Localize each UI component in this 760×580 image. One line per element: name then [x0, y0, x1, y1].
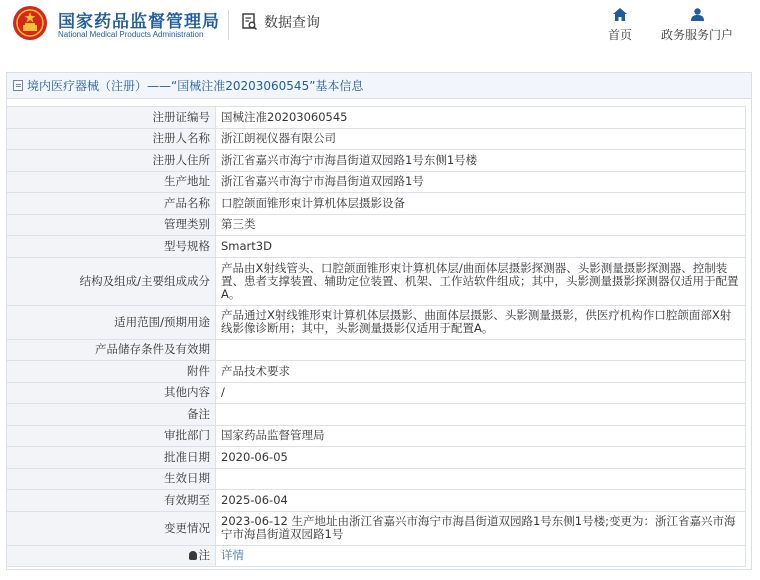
field-value: 2025-06-04	[216, 490, 746, 512]
field-label: 管理类别	[7, 214, 216, 236]
table-row	[7, 361, 746, 383]
field-value: 口腔颌面锥形束计算机体层摄影设备	[216, 193, 746, 215]
data-search-link[interactable]	[242, 12, 320, 32]
field-label: 审批部门	[7, 425, 216, 447]
nav-home[interactable]	[600, 8, 640, 43]
user-icon	[691, 8, 704, 21]
field-label-note	[7, 545, 216, 567]
field-label: 结构及组成/主要组成成分	[7, 257, 216, 305]
field-label: 其他内容	[7, 382, 216, 404]
nav-gov-portal[interactable]	[654, 8, 740, 43]
table-row	[7, 404, 746, 426]
field-value: 浙江朗视仪器有限公司	[216, 128, 746, 150]
field-label: 产品名称	[7, 193, 216, 215]
home-icon	[613, 8, 627, 21]
field-value	[216, 339, 746, 361]
field-label: 注册证编号	[7, 107, 216, 129]
site-title[interactable]: 国家药品监督管理局	[58, 12, 220, 32]
breadcrumb-text: 境内医疗器械（注册）——“国械注准20203060545”基本信息	[27, 79, 364, 93]
field-value	[216, 545, 746, 567]
data-search-icon	[242, 13, 258, 31]
table-row	[7, 382, 746, 404]
detail-table	[6, 106, 746, 567]
field-value	[216, 404, 746, 426]
field-value: 国家药品监督管理局	[216, 425, 746, 447]
header-divider	[228, 10, 229, 40]
table-row	[7, 305, 746, 339]
table-row	[7, 236, 746, 258]
site-header	[0, 0, 760, 56]
note-label: 注	[198, 548, 210, 563]
field-value: 产品技术要求	[216, 361, 746, 383]
table-row	[7, 107, 746, 129]
field-label: 生效日期	[7, 468, 216, 490]
field-label: 变更情况	[7, 511, 216, 545]
field-value: 浙江省嘉兴市海宁市海昌街道双园路1号东侧1号楼	[216, 150, 746, 172]
data-search-label: 数据查询	[264, 15, 320, 31]
breadcrumb	[7, 73, 751, 99]
field-value: 产品由X射线管头、口腔颌面锥形束计算机体层/曲面体层摄影探测器、头影测量摄影探测器、控制装置、患者支撑装置、辅助定位装置、机架、工作站软件组成；其中，头影测量摄影探测器仅适用于配置A。	[216, 257, 746, 305]
field-label: 型号规格	[7, 236, 216, 258]
field-value: 产品通过X射线锥形束计算机体层摄影、曲面体层摄影、头影测量摄影，供医疗机构作口腔颌面部X射线影像诊断用；其中，头影测量摄影仅适用于配置A。	[216, 305, 746, 339]
nav-home-label: 首页	[607, 28, 632, 42]
field-label: 批准日期	[7, 447, 216, 469]
nav-gov-label: 政务服务门户	[660, 28, 733, 42]
table-row	[7, 339, 746, 361]
field-label: 生产地址	[7, 171, 216, 193]
field-value: 浙江省嘉兴市海宁市海昌街道双园路1号	[216, 171, 746, 193]
table-row	[7, 171, 746, 193]
table-row	[7, 490, 746, 512]
field-value: 2020-06-05	[216, 447, 746, 469]
field-value	[216, 468, 746, 490]
national-emblem-icon	[12, 5, 48, 41]
field-value: 国械注准20203060545	[216, 107, 746, 129]
field-label: 备注	[7, 404, 216, 426]
details-link[interactable]: 详情	[221, 548, 244, 563]
field-label: 产品储存条件及有效期	[7, 339, 216, 361]
field-label: 有效期至	[7, 490, 216, 512]
field-label: 注册人名称	[7, 128, 216, 150]
field-value: Smart3D	[216, 236, 746, 258]
table-row	[7, 128, 746, 150]
lightbulb-icon	[189, 551, 197, 560]
table-row	[7, 468, 746, 490]
site-title-en: National Medical Products Administration	[58, 30, 204, 39]
field-value: 第三类	[216, 214, 746, 236]
field-label: 适用范围/预期用途	[7, 305, 216, 339]
table-row	[7, 150, 746, 172]
table-row	[7, 545, 746, 567]
table-row	[7, 425, 746, 447]
field-label: 附件	[7, 361, 216, 383]
table-row	[7, 193, 746, 215]
table-row	[7, 214, 746, 236]
table-row	[7, 257, 746, 305]
table-row	[7, 447, 746, 469]
field-value: 2023-06-12 生产地址由浙江省嘉兴市海宁市海昌街道双园路1号东侧1号楼;变更为：浙江省嘉兴市海宁市海昌街道双园路1号	[216, 511, 746, 545]
field-label: 注册人住所	[7, 150, 216, 172]
table-row	[7, 511, 746, 545]
field-value: /	[216, 382, 746, 404]
document-icon	[13, 80, 23, 91]
